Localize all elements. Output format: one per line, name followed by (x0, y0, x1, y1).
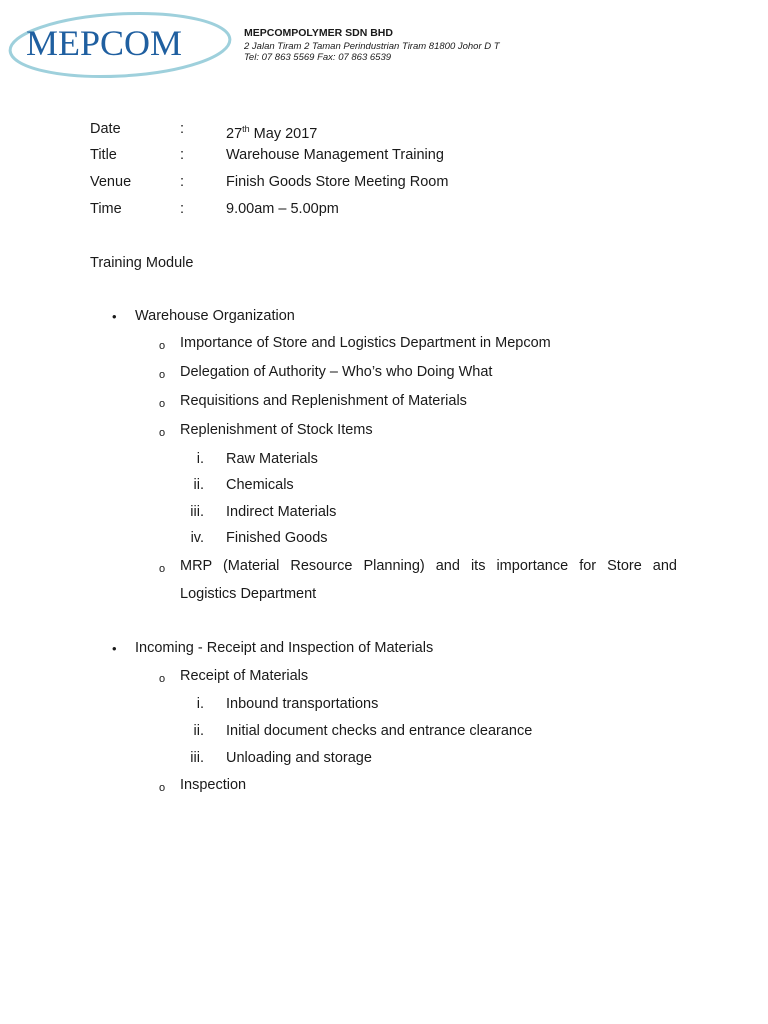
list-item: Requisitions and Replenishment of Materials (180, 393, 467, 409)
sub-list-item: Inbound transportations (226, 696, 379, 712)
date-label: Date (90, 121, 121, 137)
time-label: Time (90, 201, 122, 217)
list-item: Replenishment of Stock Items (180, 422, 373, 438)
sub-list-item: Initial document checks and entrance clearance (226, 723, 533, 739)
roman-numeral: i. (196, 451, 204, 467)
title-sep: : (180, 147, 185, 163)
sub-list-item: Unloading and storage (226, 750, 372, 766)
time-value: 9.00am – 5.00pm (226, 201, 339, 217)
title-value: Warehouse Management Training (226, 147, 444, 163)
list-item-mrp-line-1: MRP (Material Resource Planning) and its importance for Store and (180, 558, 677, 574)
date-sep: : (180, 121, 185, 137)
section-2-title: Incoming - Receipt and Inspection of Materials (135, 640, 434, 656)
circle-bullet-icon: o (159, 673, 166, 685)
roman-numeral: iii. (190, 504, 204, 520)
time-sep: : (180, 201, 185, 217)
venue-label: Venue (90, 174, 132, 190)
section-1-title: Warehouse Organization (135, 308, 295, 324)
list-item: Receipt of Materials (180, 668, 309, 684)
roman-numeral: iii. (190, 750, 204, 766)
company-name: MEPCOMPOLYMER SDN BHD (244, 27, 393, 39)
circle-bullet-icon: o (159, 340, 166, 352)
module-heading: Training Module (90, 255, 194, 271)
company-address: 2 Jalan Tiram 2 Taman Perindustrian Tiram 81800 Johor D T (244, 41, 500, 52)
roman-numeral: ii. (193, 723, 204, 739)
list-item: Inspection (180, 777, 247, 793)
circle-bullet-icon: o (159, 398, 166, 410)
bullet-icon: • (112, 309, 117, 324)
logo-text: MEPCOM (26, 23, 183, 63)
roman-numeral: i. (196, 696, 204, 712)
circle-bullet-icon: o (159, 563, 166, 575)
circle-bullet-icon: o (159, 427, 166, 439)
sub-list-item: Chemicals (226, 477, 294, 493)
circle-bullet-icon: o (159, 369, 166, 381)
list-item: Delegation of Authority – Who’s who Doing What (180, 364, 493, 380)
date-value: 27th May 2017 (226, 124, 318, 142)
circle-bullet-icon: o (159, 782, 166, 794)
venue-sep: : (180, 174, 185, 190)
sub-list-item: Indirect Materials (226, 504, 337, 520)
sub-list-item: Finished Goods (226, 530, 328, 546)
title-label: Title (90, 147, 117, 163)
list-item-mrp-line-2: Logistics Department (180, 586, 317, 602)
roman-numeral: ii. (193, 477, 204, 493)
sub-list-item: Raw Materials (226, 451, 318, 467)
bullet-icon: • (112, 641, 117, 656)
venue-value: Finish Goods Store Meeting Room (226, 174, 449, 190)
roman-numeral: iv. (190, 530, 204, 546)
company-contact: Tel: 07 863 5569 Fax: 07 863 6539 (244, 52, 392, 63)
list-item: Importance of Store and Logistics Department in Mepcom (180, 335, 551, 351)
company-logo (6, 11, 238, 81)
